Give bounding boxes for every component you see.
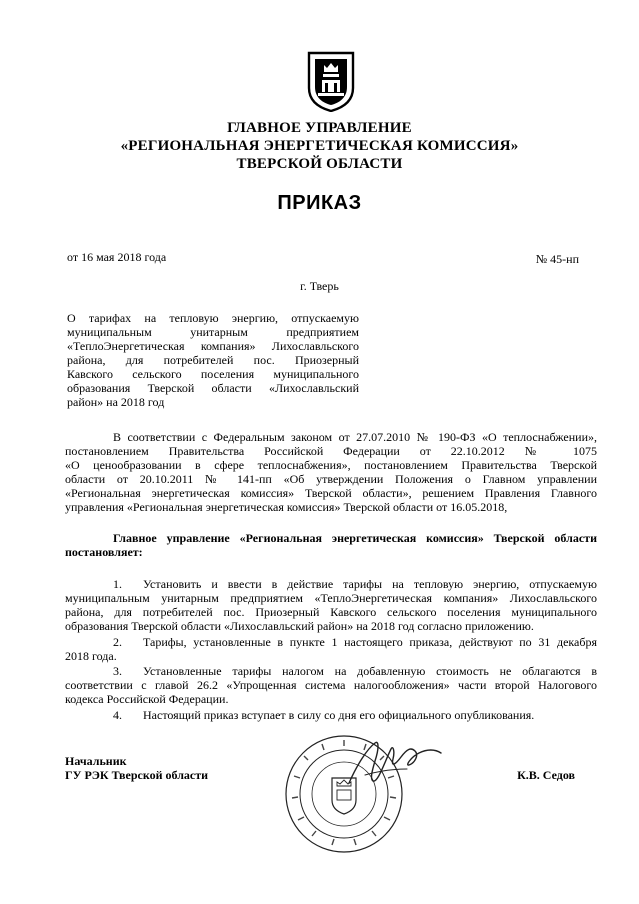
signatory-name: К.В. Седов — [517, 768, 575, 782]
item-line: соответствии с главой 26.2 «Упрощенная система налогообложения» части второй Налогового — [65, 678, 597, 692]
signatory-position-line-1: Начальник — [65, 754, 127, 768]
item-line: Тарифы, установленные в пункте 1 настоящего приказа, действуют по 31 декабря — [143, 635, 597, 649]
preamble-paragraph — [65, 430, 597, 514]
resolves-paragraph — [65, 531, 597, 559]
item-line: образования Тверской области «Лихославльский район» на 2018 год согласно приложению. — [65, 619, 534, 633]
order-item-2 — [65, 635, 597, 663]
resolves-line: постановляет: — [65, 545, 143, 559]
order-subject — [67, 311, 359, 409]
document-date: от 16 мая 2018 года — [67, 250, 167, 264]
item-line: района, для потребителей пос. Приозерный Кавского сельского поселения муниципального — [65, 605, 597, 619]
handwritten-signature-icon — [345, 735, 445, 790]
preamble-line: «О ценообразовании в сфере теплоснабжения», постановлением Правительства Тверской — [65, 458, 597, 472]
subject-line: район» на 2018 год — [67, 395, 165, 409]
item-line: 2018 года. — [65, 649, 117, 663]
document-number: № 45-нп — [535, 252, 579, 266]
signatory-position-line-2: ГУ РЭК Тверской области — [65, 768, 209, 782]
item-number: 2. — [113, 635, 122, 649]
order-item-3 — [65, 664, 597, 706]
preamble-line: постановлением Правительства Российской Федерации от 22.10.2012 № 1075 — [65, 444, 597, 458]
org-name-line-1: ГЛАВНОЕ УПРАВЛЕНИЕ — [227, 120, 412, 136]
org-name-line-3: ТВЕРСКОЙ ОБЛАСТИ — [236, 156, 403, 172]
org-name-line-2: «РЕГИОНАЛЬНАЯ ЭНЕРГЕТИЧЕСКАЯ КОМИССИЯ» — [120, 138, 519, 154]
item-line: кодекса Российской Федерации. — [65, 692, 229, 706]
subject-line: О тарифах на тепловую энергию, отпускаемую — [67, 311, 359, 325]
item-line: Установленные тарифы налогом на добавленную стоимость не облагаются в — [143, 664, 597, 678]
item-line: муниципальным унитарным предприятием «ТеплоЭнергетическая компания» Лихославльского — [65, 591, 597, 605]
preamble-line: «Региональная энергетическая комиссия» Тверской области», решением Правления Главного — [65, 486, 597, 500]
subject-line: «ТеплоЭнергетическая компания» Лихославльского — [67, 339, 359, 353]
document-title: ПРИКАЗ — [277, 192, 362, 214]
subject-line: муниципальным унитарным предприятием — [67, 325, 359, 339]
subject-line: района, для потребителей пос. Приозерный — [67, 353, 359, 367]
order-item-4 — [65, 708, 597, 722]
preamble-line: управления «Региональная энергетическая комиссия» Тверской области от 16.05.2018, — [65, 500, 508, 514]
subject-line: образования Тверской области «Лихославльский — [67, 381, 359, 395]
subject-line: Кавского сельского поселения муниципального — [67, 367, 359, 381]
item-number: 1. — [113, 577, 122, 591]
tver-coat-of-arms-icon — [306, 50, 356, 112]
item-line: Настоящий приказ вступает в силу со дня его официального опубликования. — [143, 708, 535, 722]
preamble-line: области от 20.10.2011 № 141-пп «Об утверждении Положения о Главном управлении — [65, 472, 597, 486]
order-item-1 — [65, 577, 597, 633]
document-city: г. Тверь — [300, 279, 339, 293]
resolves-line: Главное управление «Региональная энергетическая комиссия» Тверской области — [113, 531, 597, 545]
preamble-line: В соответствии с Федеральным законом от 27.07.2010 № 190-ФЗ «О теплоснабжении», — [113, 430, 597, 444]
item-line: Установить и ввести в действие тарифы на тепловую энергию, отпускаемую — [143, 577, 597, 591]
item-number: 3. — [113, 664, 122, 678]
item-number: 4. — [113, 708, 122, 722]
